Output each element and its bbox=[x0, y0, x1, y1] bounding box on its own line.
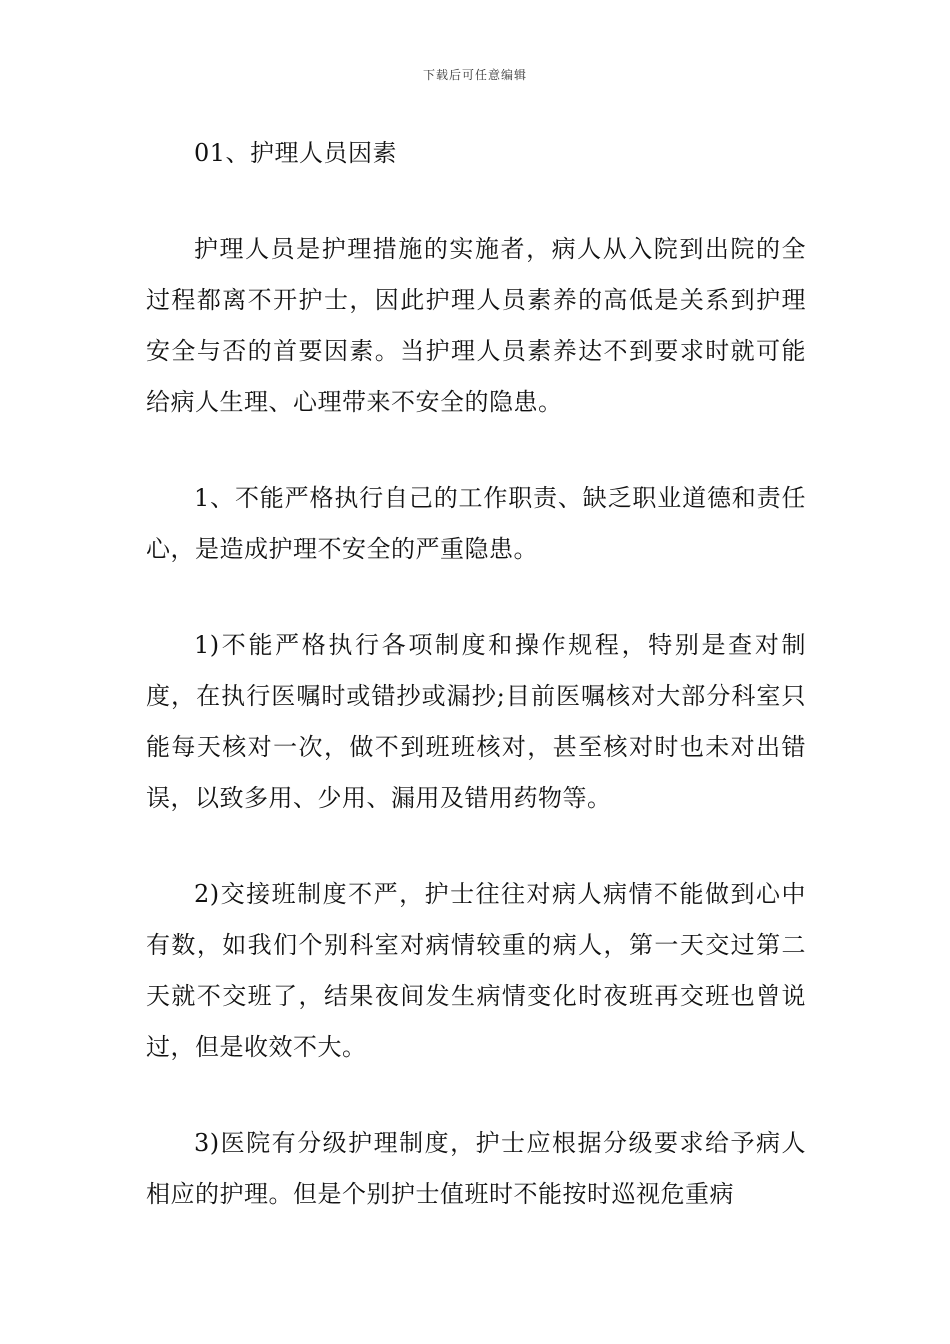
section-heading: 01、护理人员因素 bbox=[194, 139, 398, 167]
paragraph-point-1: 1、不能严格执行自己的工作职责、缺乏职业道德和责任心，是造成护理不安全的严重隐患。 bbox=[146, 484, 806, 563]
page-header-note: 下载后可任意编辑 bbox=[422, 68, 527, 82]
paragraph-subpoint-3: 3)医院有分级护理制度，护士应根据分级要求给予病人相应的护理。但是个别护士值班时不能按时巡视危重病 bbox=[146, 1129, 806, 1208]
document-body bbox=[146, 128, 806, 1220]
paragraph-intro: 护理人员是护理措施的实施者，病人从入院到出院的全过程都离不开护士，因此护理人员素养的高低是关系到护理安全与否的首要因素。当护理人员素养达不到要求时就可能给病人生理、心理带来不安全的隐患。 bbox=[146, 235, 806, 416]
paragraph-subpoint-1: 1)不能严格执行各项制度和操作规程，特别是查对制度，在执行医嘱时或错抄或漏抄;目前医嘱核对大部分科室只能每天核对一次，做不到班班核对，甚至核对时也未对出错误，以致多用、少用、漏用及错用药物等。 bbox=[146, 631, 806, 812]
paragraph-subpoint-2: 2)交接班制度不严，护士往往对病人病情不能做到心中有数，如我们个别科室对病情较重的病人，第一天交过第二天就不交班了，结果夜间发生病情变化时夜班再交班也曾说过，但是收效不大。 bbox=[146, 880, 806, 1061]
